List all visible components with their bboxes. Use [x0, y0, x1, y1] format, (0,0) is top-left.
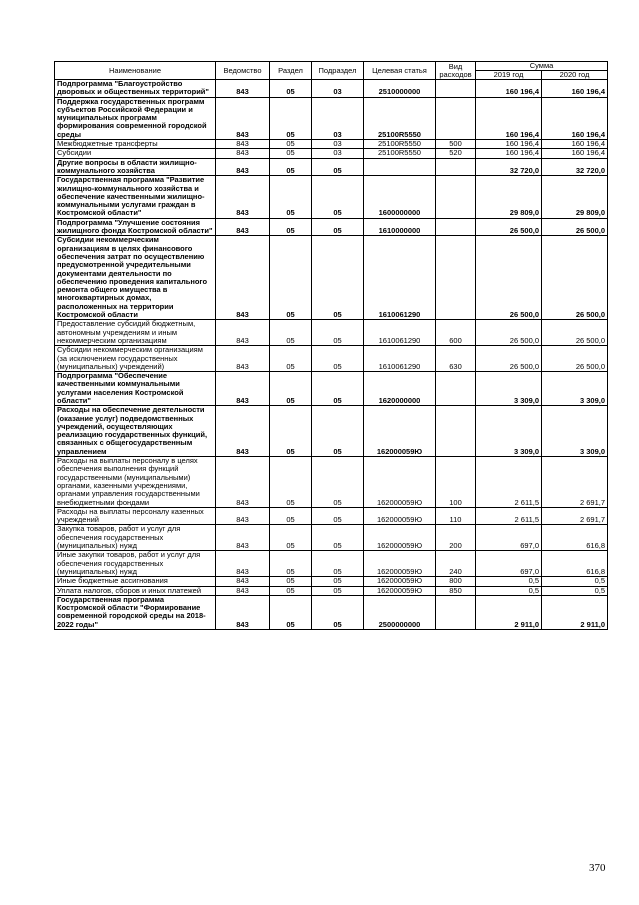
cell-type: 800	[436, 577, 476, 586]
header-sum: Сумма	[476, 62, 608, 71]
cell-name: Расходы на выплаты персоналу казенных учреждений	[55, 507, 216, 525]
table-row	[55, 158, 608, 176]
cell-2019: 3 309,0	[476, 372, 542, 406]
cell-target: 1610061290	[364, 236, 436, 320]
table-row	[55, 577, 608, 586]
cell-subsection: 05	[312, 346, 364, 372]
cell-section: 05	[270, 97, 312, 139]
table-row	[55, 551, 608, 577]
cell-2020: 29 809,0	[542, 176, 608, 218]
cell-2020: 616,8	[542, 525, 608, 551]
table-row	[55, 457, 608, 508]
table-row	[55, 507, 608, 525]
cell-name: Межбюджетные трансферты	[55, 140, 216, 149]
header-2020: 2020 год	[542, 71, 608, 80]
header-type: Вид расходов	[436, 62, 476, 80]
header-dept: Ведомство	[216, 62, 270, 80]
cell-target: 162000059Ю	[364, 507, 436, 525]
cell-2019: 697,0	[476, 525, 542, 551]
cell-type: 110	[436, 507, 476, 525]
cell-2020: 26 500,0	[542, 236, 608, 320]
cell-type	[436, 406, 476, 457]
cell-subsection: 05	[312, 551, 364, 577]
table-body	[55, 80, 608, 630]
cell-name: Субсидии некоммерческим организациям (за исключением государственных (муниципальных) учреждений)	[55, 346, 216, 372]
cell-2020: 160 196,4	[542, 140, 608, 149]
cell-section: 05	[270, 577, 312, 586]
table-row	[55, 595, 608, 629]
cell-type: 600	[436, 320, 476, 346]
cell-2019: 3 309,0	[476, 406, 542, 457]
cell-section: 05	[270, 551, 312, 577]
cell-subsection: 05	[312, 577, 364, 586]
cell-dept: 843	[216, 140, 270, 149]
cell-target: 162000059Ю	[364, 457, 436, 508]
header-target: Целевая статья	[364, 62, 436, 80]
cell-section: 05	[270, 158, 312, 176]
cell-section: 05	[270, 218, 312, 236]
cell-2020: 3 309,0	[542, 372, 608, 406]
cell-name: Расходы на выплаты персоналу в целях обеспечения выполнения функций государственными (муниципальными) органами, казенными учреждениями, органами управления государственными внебюджетными фондами	[55, 457, 216, 508]
cell-2020: 2 911,0	[542, 595, 608, 629]
cell-2019: 0,5	[476, 586, 542, 595]
cell-target: 25100R5550	[364, 97, 436, 139]
cell-dept: 843	[216, 149, 270, 158]
cell-subsection: 05	[312, 236, 364, 320]
cell-dept: 843	[216, 551, 270, 577]
cell-dept: 843	[216, 236, 270, 320]
cell-section: 05	[270, 140, 312, 149]
cell-2020: 26 500,0	[542, 320, 608, 346]
cell-dept: 843	[216, 457, 270, 508]
cell-subsection: 03	[312, 140, 364, 149]
cell-dept: 843	[216, 97, 270, 139]
cell-type: 520	[436, 149, 476, 158]
cell-target: 162000059Ю	[364, 577, 436, 586]
cell-section: 05	[270, 80, 312, 98]
cell-2019: 160 196,4	[476, 97, 542, 139]
cell-name: Государственная программа Костромской области "Формирование современной городской среды на 2018-2022 годы"	[55, 595, 216, 629]
cell-target: 162000059Ю	[364, 406, 436, 457]
table-row	[55, 346, 608, 372]
cell-target: 1600000000	[364, 176, 436, 218]
cell-subsection: 05	[312, 176, 364, 218]
cell-dept: 843	[216, 577, 270, 586]
table-row	[55, 149, 608, 158]
cell-2019: 2 611,5	[476, 507, 542, 525]
cell-type	[436, 236, 476, 320]
cell-type	[436, 595, 476, 629]
cell-name: Закупка товаров, работ и услуг для обеспечения государственных (муниципальных) нужд	[55, 525, 216, 551]
cell-dept: 843	[216, 595, 270, 629]
cell-target: 25100R5550	[364, 140, 436, 149]
cell-subsection: 03	[312, 80, 364, 98]
cell-2020: 26 500,0	[542, 218, 608, 236]
cell-target: 2510000000	[364, 80, 436, 98]
cell-name: Государственная программа "Развитие жилищно-коммунального хозяйства и обеспечение качественными жилищно-коммунальными услугами граждан в Костромской области"	[55, 176, 216, 218]
cell-target: 162000059Ю	[364, 586, 436, 595]
cell-2019: 2 911,0	[476, 595, 542, 629]
cell-dept: 843	[216, 372, 270, 406]
cell-target: 1610000000	[364, 218, 436, 236]
cell-2020: 616,8	[542, 551, 608, 577]
cell-2019: 26 500,0	[476, 236, 542, 320]
table-row	[55, 372, 608, 406]
cell-dept: 843	[216, 320, 270, 346]
cell-name: Субсидии некоммерческим организациям в целях финансового обеспечения затрат по осуществлению предусмотренной учредительными документами деятельности по обеспечению проведения капитального ремонта общего имущества в многоквартирных домах, расположенных на территории Костромской области	[55, 236, 216, 320]
cell-target: 162000059Ю	[364, 525, 436, 551]
cell-name: Иные бюджетные ассигнования	[55, 577, 216, 586]
cell-2019: 697,0	[476, 551, 542, 577]
cell-2020: 32 720,0	[542, 158, 608, 176]
cell-dept: 843	[216, 507, 270, 525]
cell-type: 850	[436, 586, 476, 595]
cell-name: Предоставление субсидий бюджетным, автономным учреждениям и иным некоммерческим организациям	[55, 320, 216, 346]
table-row	[55, 176, 608, 218]
cell-type: 630	[436, 346, 476, 372]
cell-subsection: 03	[312, 149, 364, 158]
cell-2019: 2 611,5	[476, 457, 542, 508]
table-row	[55, 236, 608, 320]
cell-target	[364, 158, 436, 176]
table-row	[55, 406, 608, 457]
cell-2020: 3 309,0	[542, 406, 608, 457]
cell-target: 1610061290	[364, 346, 436, 372]
cell-2019: 26 500,0	[476, 320, 542, 346]
cell-section: 05	[270, 346, 312, 372]
cell-subsection: 05	[312, 595, 364, 629]
cell-type	[436, 97, 476, 139]
cell-subsection: 05	[312, 507, 364, 525]
cell-target: 25100R5550	[364, 149, 436, 158]
cell-name: Другие вопросы в области жилищно-коммунального хозяйства	[55, 158, 216, 176]
cell-type: 500	[436, 140, 476, 149]
cell-2019: 0,5	[476, 577, 542, 586]
table-row	[55, 320, 608, 346]
cell-dept: 843	[216, 80, 270, 98]
cell-name: Субсидии	[55, 149, 216, 158]
cell-dept: 843	[216, 158, 270, 176]
table-row	[55, 218, 608, 236]
cell-subsection: 05	[312, 406, 364, 457]
budget-table	[54, 61, 608, 630]
cell-type	[436, 80, 476, 98]
cell-section: 05	[270, 149, 312, 158]
cell-name: Уплата налогов, сборов и иных платежей	[55, 586, 216, 595]
cell-type	[436, 372, 476, 406]
cell-dept: 843	[216, 525, 270, 551]
cell-subsection: 05	[312, 372, 364, 406]
cell-target: 162000059Ю	[364, 551, 436, 577]
cell-dept: 843	[216, 406, 270, 457]
cell-target: 2500000000	[364, 595, 436, 629]
cell-section: 05	[270, 406, 312, 457]
cell-section: 05	[270, 595, 312, 629]
cell-dept: 843	[216, 176, 270, 218]
cell-subsection: 05	[312, 525, 364, 551]
cell-2020: 0,5	[542, 586, 608, 595]
cell-2019: 160 196,4	[476, 140, 542, 149]
cell-section: 05	[270, 320, 312, 346]
cell-name: Подпрограмма "Обеспечение качественными коммунальными услугами населения Костромской области"	[55, 372, 216, 406]
cell-2019: 29 809,0	[476, 176, 542, 218]
cell-2020: 0,5	[542, 577, 608, 586]
cell-subsection: 03	[312, 97, 364, 139]
cell-2020: 160 196,4	[542, 97, 608, 139]
cell-name: Расходы на обеспечение деятельности (оказание услуг) подведомственных учреждений, осуществляющих реализацию государственных функций, связанных с общегосударственным управлением	[55, 406, 216, 457]
cell-2020: 160 196,4	[542, 149, 608, 158]
cell-type: 200	[436, 525, 476, 551]
cell-name: Иные закупки товаров, работ и услуг для обеспечения государственных (муниципальных) нужд	[55, 551, 216, 577]
table-header	[55, 62, 608, 80]
cell-name: Подпрограмма "Улучшение состояния жилищного фонда Костромской области"	[55, 218, 216, 236]
cell-dept: 843	[216, 218, 270, 236]
cell-dept: 843	[216, 346, 270, 372]
cell-section: 05	[270, 457, 312, 508]
cell-section: 05	[270, 507, 312, 525]
cell-section: 05	[270, 372, 312, 406]
cell-name: Подпрограмма "Благоустройство дворовых и общественных территорий"	[55, 80, 216, 98]
cell-type: 240	[436, 551, 476, 577]
header-subsection: Подраздел	[312, 62, 364, 80]
cell-section: 05	[270, 176, 312, 218]
cell-2019: 160 196,4	[476, 149, 542, 158]
cell-section: 05	[270, 236, 312, 320]
cell-subsection: 05	[312, 457, 364, 508]
cell-2020: 2 691,7	[542, 457, 608, 508]
cell-2019: 32 720,0	[476, 158, 542, 176]
cell-2019: 26 500,0	[476, 218, 542, 236]
cell-target: 1620000000	[364, 372, 436, 406]
cell-dept: 843	[216, 586, 270, 595]
cell-type	[436, 176, 476, 218]
cell-subsection: 05	[312, 320, 364, 346]
cell-2019: 26 500,0	[476, 346, 542, 372]
cell-2020: 26 500,0	[542, 346, 608, 372]
header-name: Наименование	[55, 62, 216, 80]
table-row	[55, 525, 608, 551]
cell-2020: 2 691,7	[542, 507, 608, 525]
cell-2019: 160 196,4	[476, 80, 542, 98]
table-row	[55, 97, 608, 139]
cell-2020: 160 196,4	[542, 80, 608, 98]
cell-section: 05	[270, 586, 312, 595]
page-number: 370	[589, 862, 606, 874]
table-row	[55, 140, 608, 149]
header-section: Раздел	[270, 62, 312, 80]
header-2019: 2019 год	[476, 71, 542, 80]
cell-name: Поддержка государственных программ субъектов Российской Федерации и муниципальных программ формирования современной городской среды	[55, 97, 216, 139]
table-row	[55, 586, 608, 595]
table-row	[55, 80, 608, 98]
cell-type: 100	[436, 457, 476, 508]
cell-target: 1610061290	[364, 320, 436, 346]
cell-subsection: 05	[312, 586, 364, 595]
cell-type	[436, 158, 476, 176]
cell-subsection: 05	[312, 218, 364, 236]
cell-type	[436, 218, 476, 236]
cell-subsection: 05	[312, 158, 364, 176]
cell-section: 05	[270, 525, 312, 551]
